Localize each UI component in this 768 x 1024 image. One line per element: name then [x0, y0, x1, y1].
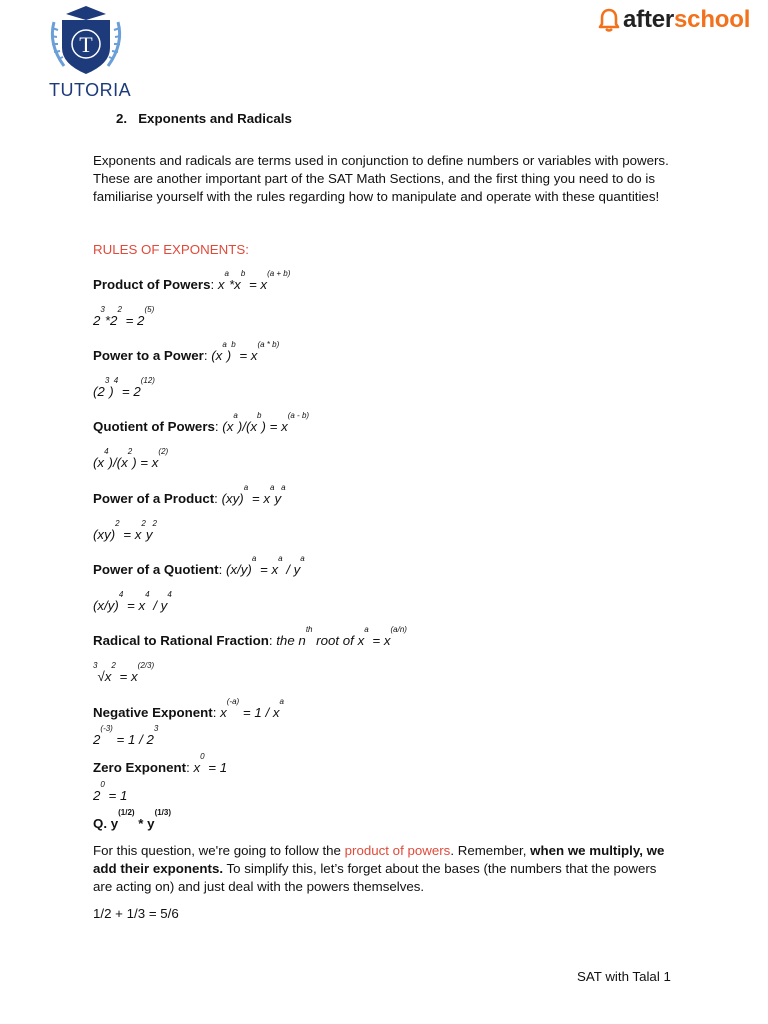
rule-quotient-of-powers: Quotient of Powers: $(x^a)/(x^b) = x^{(a - b)}$: [93, 411, 310, 434]
example-quotient-of-powers: $(x^4)/(x^2) = x^{(2)}$: [93, 447, 169, 470]
section-heading: 2. Exponents and Radicals: [116, 111, 292, 126]
question-answer: 1/2 + 1/3 = 5/6: [93, 906, 179, 921]
bell-icon: [598, 7, 620, 33]
example-power-to-a-power: $(2^3)^4 = 2^{(12)}$: [93, 376, 155, 399]
rule-product-of-powers: Product of Powers: $x^a*x^b = x^{(a + b)}$: [93, 269, 291, 292]
example-power-of-a-product: $(xy)^2 = x^2y^2$: [93, 519, 157, 542]
rules-heading: RULES OF EXPONENTS:: [93, 242, 249, 257]
rule-power-of-a-quotient: Power of a Quotient: $(x/y)^a = x^a / y^a$: [93, 554, 305, 577]
rule-zero-exponent: Zero Exponent: $x^0 = 1$: [93, 752, 228, 775]
page-footer: SAT with Talal 1: [577, 969, 671, 984]
rule-power-to-a-power: Power to a Power: $(x^a)^b = x^{(a * b)}$: [93, 340, 280, 363]
intro-paragraph: Exponents and radicals are terms used in conjunction to define numbers or variables with powers. These are another important part of the SAT Math Sections, and the first thing you need to do is familiarise yourself with the rules regarding how to manipulate and operate with these quantities!: [93, 153, 669, 204]
question-explanation: For this question, we're going to follow the product of powers. Remember, when we multiply, we add their exponents. To simplify this, let’s forget about the bases (the numbers that the powers are acting on) and just deal with the powers themselves.: [93, 843, 665, 894]
brand-school: school: [674, 6, 751, 33]
rule-negative-exponent: Negative Exponent: $x^{(-a)} = 1 / x^a$: [93, 697, 284, 720]
example-radical-to-rational: $^3√x^2 = x^{(2/3)}$: [93, 661, 155, 684]
example-zero-exponent: $2^0 = 1$: [93, 780, 128, 803]
svg-text:T: T: [79, 32, 93, 57]
example-negative-exponent: $2^{(-3)} = 1 / 2^3$: [93, 724, 159, 747]
example-product-of-powers: $2^3*2^2 = 2^{(5)}$: [93, 305, 155, 328]
example-power-of-a-quotient: $(x/y)^4 = x^4 / y^4$: [93, 590, 172, 613]
afterschool-logo: [598, 6, 750, 34]
tutoria-wordmark: TUTORIA: [49, 80, 132, 100]
question-heading: Q. $y^{(1/2)} * y^{(1/3)}$: [93, 808, 172, 831]
rule-radical-to-rational: Radical to Rational Fraction: the $n^{th}$ root of $x^a = x^{(a/n)}$: [93, 625, 407, 648]
rule-power-of-a-product: Power of a Product: $(xy)^a = x^ay^a$: [93, 483, 286, 506]
brand-after: after: [623, 6, 675, 33]
product-of-powers-link[interactable]: product of powers: [344, 843, 451, 858]
